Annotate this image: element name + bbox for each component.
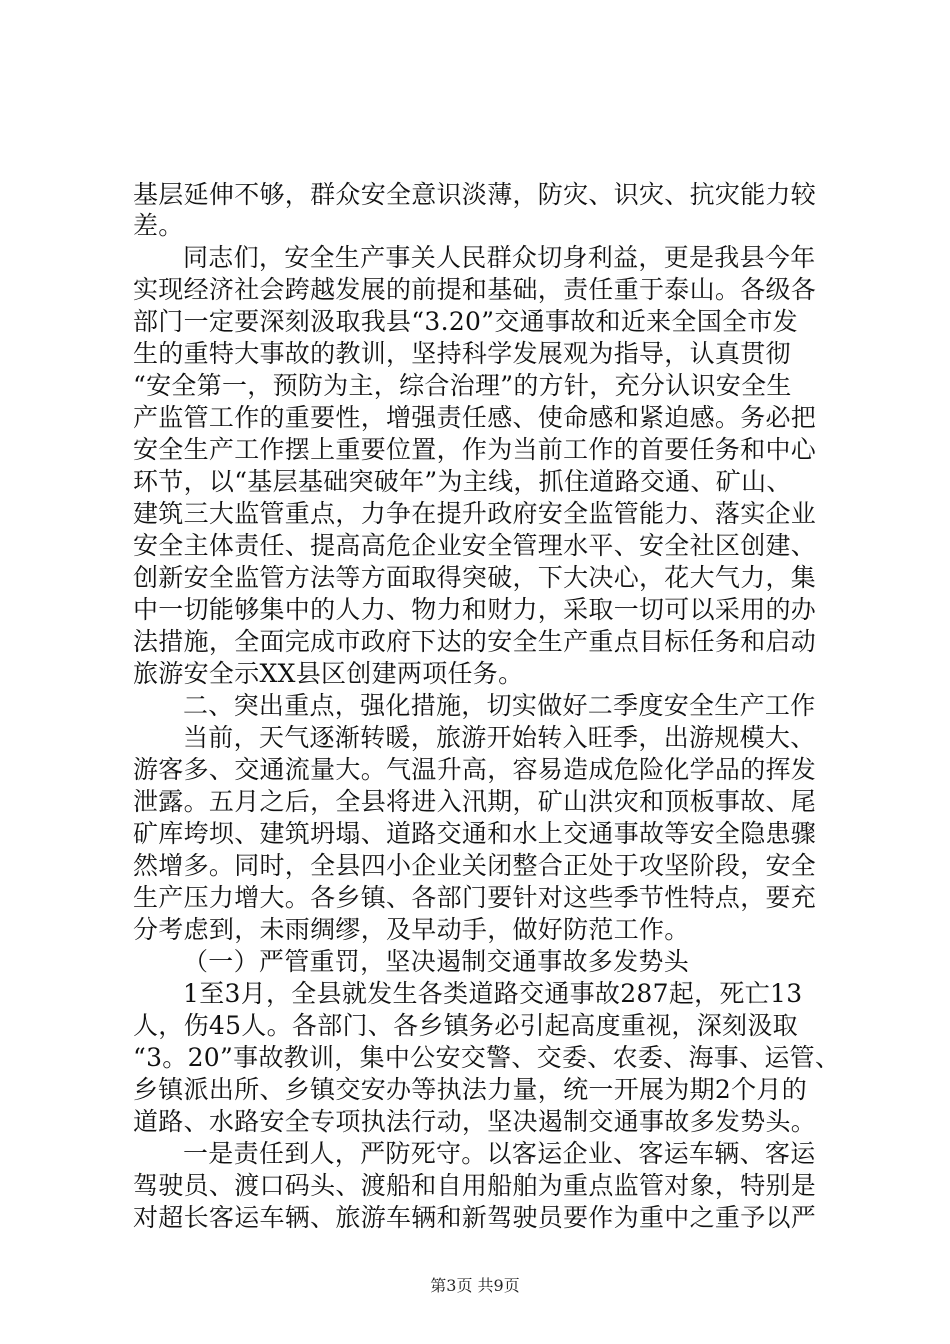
body-line: 当前，天气逐渐转暖，旅游开始转入旺季，出游规模大、 — [183, 723, 816, 752]
body-line: 驾驶员、渡口码头、渡船和自用船舶为重点监管对象，特别是 — [133, 1171, 817, 1200]
body-line: 建筑三大监管重点，力争在提升政府安全监管能力、落实企业 — [133, 499, 817, 528]
body-line: 人，伤45人。各部门、各乡镇务必引起高度重视，深刻汲取 — [133, 1011, 798, 1040]
body-line: 1至3月，全县就发生各类道路交通事故287起，死亡13 — [183, 979, 803, 1008]
page-footer: 第3页 共9页 — [430, 1276, 520, 1295]
body-line: 然增多。同时，全县四小企业关闭整合正处于攻坚阶段，安全 — [133, 851, 817, 880]
body-line: “安全第一，预防为主，综合治理”的方针，充分认识安全生 — [133, 371, 792, 400]
body-line: 差。 — [133, 211, 184, 240]
body-line: 游客多、交通流量大。气温升高，容易造成危险化学品的挥发 — [133, 755, 817, 784]
body-line: 安全主体责任、提高高危企业安全管理水平、安全社区创建、 — [133, 531, 817, 560]
body-line: 生产压力增大。各乡镇、各部门要针对这些季节性特点，要充 — [133, 883, 817, 912]
body-line: 实现经济社会跨越发展的前提和基础，责任重于泰山。各级各 — [133, 275, 817, 304]
body-line: 对超长客运车辆、旅游车辆和新驾驶员要作为重中之重予以严 — [133, 1203, 817, 1232]
body-line: 创新安全监管方法等方面取得突破，下大决心，花大气力，集 — [133, 563, 817, 592]
body-line: 法措施，全面完成市政府下达的安全生产重点目标任务和启动 — [133, 627, 817, 656]
body-line: 基层延伸不够，群众安全意识淡薄，防灾、识灾、抗灾能力较 — [133, 180, 817, 209]
body-line: 矿库垮坝、建筑坍塌、道路交通和水上交通事故等安全隐患骤 — [133, 819, 817, 848]
body-line: 乡镇派出所、乡镇交安办等执法力量，统一开展为期2个月的 — [133, 1075, 808, 1104]
body-line: 环节，以“基层基础突破年”为主线，抓住道路交通、矿山、 — [133, 467, 792, 496]
body-line: 一是责任到人，严防死守。以客运企业、客运车辆、客运 — [183, 1139, 816, 1168]
subsection-heading: （一）严管重罚，坚决遏制交通事故多发势头 — [183, 947, 690, 976]
body-line: 旅游安全示XX县区创建两项任务。 — [133, 659, 524, 688]
body-line: 泄露。五月之后，全县将进入汛期，矿山洪灾和顶板事故、尾 — [133, 787, 817, 816]
section-heading: 二、突出重点，强化措施，切实做好二季度安全生产工作 — [183, 691, 816, 720]
body-line: 产监管工作的重要性，增强责任感、使命感和紧迫感。务必把 — [133, 403, 817, 432]
body-line: 同志们，安全生产事关人民群众切身利益，更是我县今年 — [183, 243, 816, 272]
body-line: “3。20”事故教训，集中公安交警、交委、农委、海事、运管、 — [133, 1043, 841, 1072]
body-line: 分考虑到，未雨绸缪，及早动手，做好防范工作。 — [133, 915, 690, 944]
body-line: 道路、水路安全专项执法行动，坚决遏制交通事故多发势头。 — [133, 1107, 817, 1136]
body-line: 中一切能够集中的人力、物力和财力，采取一切可以采用的办 — [133, 595, 817, 624]
body-line: 安全生产工作摆上重要位置，作为当前工作的首要任务和中心 — [133, 435, 817, 464]
body-line: 生的重特大事故的教训，坚持科学发展观为指导，认真贯彻 — [133, 339, 791, 368]
body-line: 部门一定要深刻汲取我县“3.20”交通事故和近来全国全市发 — [133, 307, 798, 336]
